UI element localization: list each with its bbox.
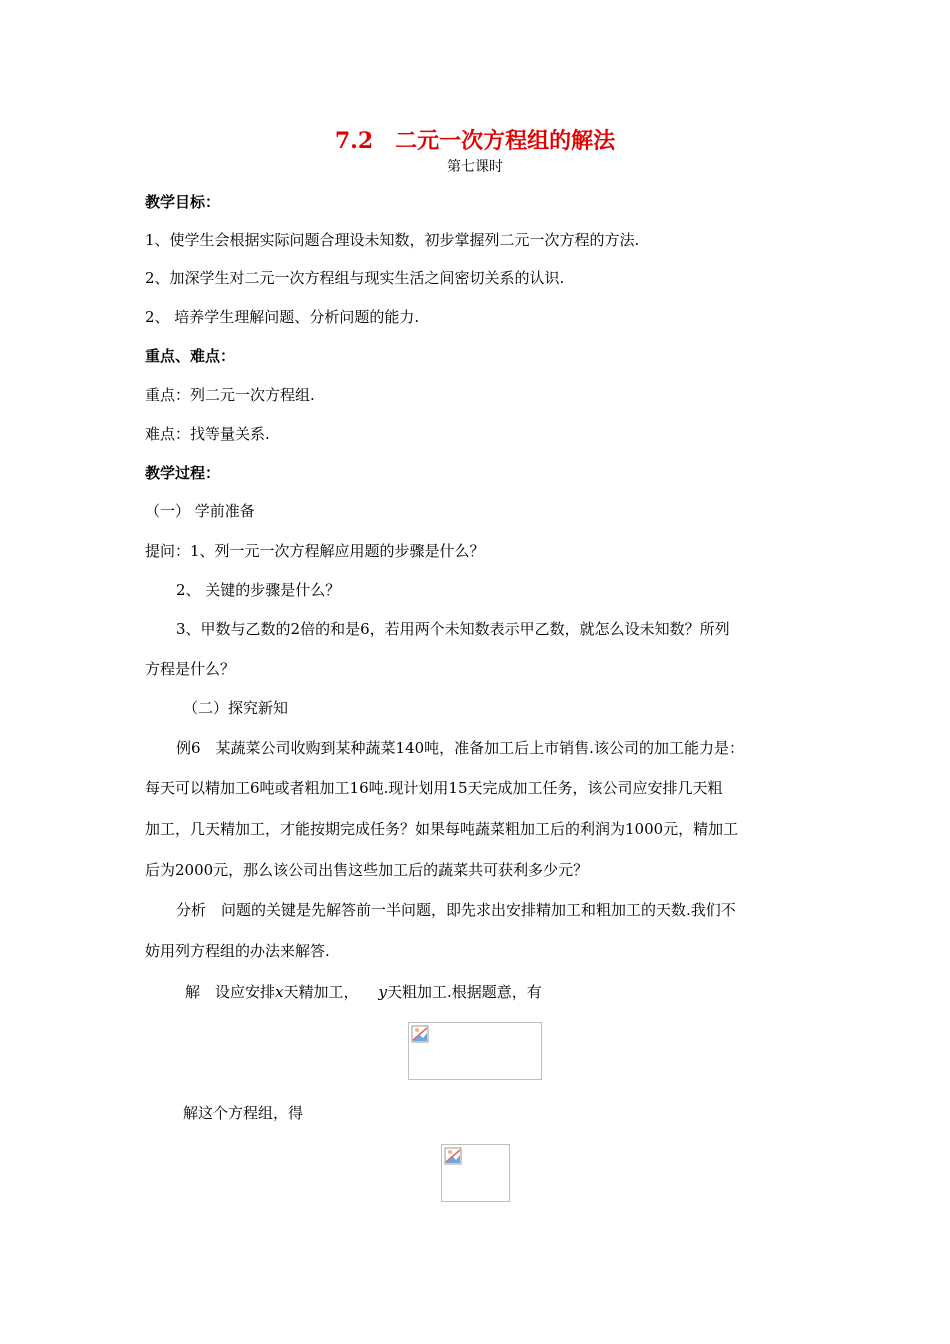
difficulty: 难点：找等量关系. — [145, 425, 270, 443]
example-line-2: 每天可以精加工6吨或者粗加工16吨.现计划用15天完成加工任务，该公司应安排几天粗 — [145, 779, 723, 797]
solve-line: 解这个方程组，得 — [183, 1104, 304, 1122]
goal-1: 1、使学生会根据实际问题合理设未知数，初步掌握列二元一次方程的方法. — [145, 231, 640, 249]
solution-image — [441, 1144, 510, 1202]
question-1: 提问：1、列一元一次方程解应用题的步骤是什么？ — [145, 542, 485, 560]
analysis-line-2: 妨用列方程组的办法来解答. — [145, 942, 330, 960]
document-subtitle: 第七课时 — [447, 159, 503, 175]
variable-x: x — [275, 983, 284, 1001]
part1-heading: （一） 学前准备 — [145, 502, 255, 520]
solution-mid-2: 天粗加工.根据题意，有 — [386, 983, 542, 1001]
process-heading: 教学过程： — [145, 464, 221, 482]
variable-y: y — [378, 983, 387, 1001]
goals-heading: 教学目标： — [145, 193, 221, 211]
document-title: 7.2 二元一次方程组的解法 — [334, 128, 616, 154]
equation-system-image — [408, 1022, 542, 1080]
solution-prefix: 解 设应安排 — [185, 983, 276, 1001]
example-line-3: 加工，几天精加工，才能按期完成任务？如果每吨蔬菜粗加工后的利润为1000元，精加工 — [145, 820, 739, 838]
broken-image-icon — [411, 1025, 429, 1043]
question-3-line1: 3、甲数与乙数的2倍的和是6，若用两个未知数表示甲乙数，就怎么设未知数？所列 — [176, 620, 730, 638]
key-heading: 重点、难点： — [145, 347, 236, 365]
key-point: 重点：列二元一次方程组. — [145, 386, 315, 404]
part2-heading: （二）探究新知 — [183, 699, 289, 717]
example-line-1: 例6 某蔬菜公司收购到某种蔬菜140吨，准备加工后上市销售.该公司的加工能力是： — [176, 739, 744, 757]
question-2: 2、 关键的步骤是什么？ — [176, 581, 341, 599]
analysis-line-1: 分析 问题的关键是先解答前一半问题，即先求出安排精加工和粗加工的天数.我们不 — [176, 901, 736, 919]
example-line-4: 后为2000元，那么该公司出售这些加工后的蔬菜共可获利多少元？ — [145, 861, 589, 879]
goal-3: 2、 培养学生理解问题、分析问题的能力. — [145, 308, 420, 326]
goal-2: 2、加深学生对二元一次方程组与现实生活之间密切关系的认识. — [145, 269, 565, 287]
solution-line — [185, 982, 542, 1002]
solution-mid-1: 天精加工， — [283, 983, 359, 1001]
broken-image-icon — [444, 1147, 462, 1165]
question-3-line2: 方程是什么？ — [145, 660, 236, 678]
